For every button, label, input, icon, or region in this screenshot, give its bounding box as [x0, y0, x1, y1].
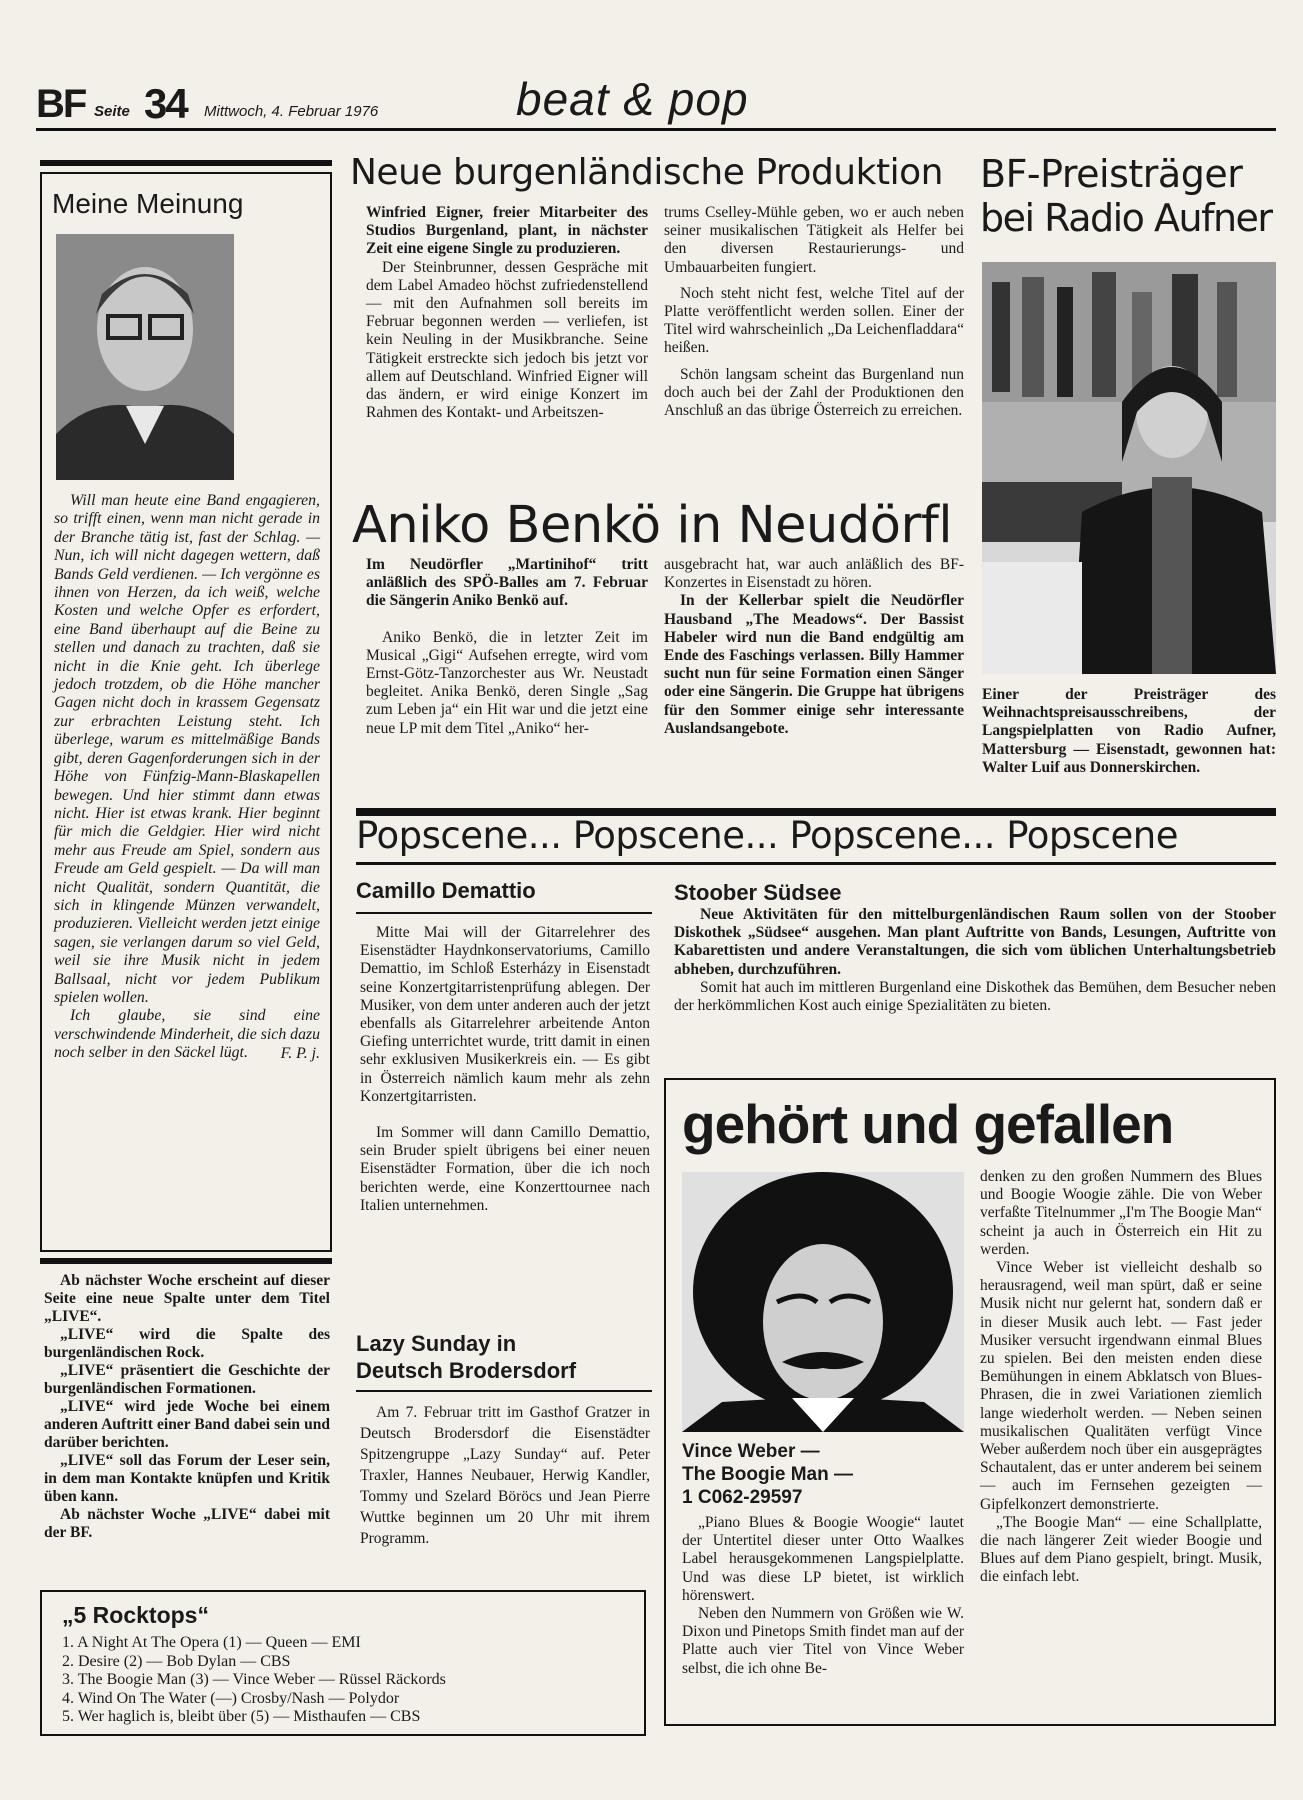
live-paragraph: „LIVE“ wird jede Woche bei einem anderen Auftritt einer Band dabei sein und darüber berichten. [44, 1398, 330, 1451]
issue-date: Mittwoch, 4. Februar 1976 [204, 103, 379, 120]
lazy-paragraph: Am 7. Februar tritt im Gasthof Gratzer in Deutsch Brodersdorf die Eisenstädter Spitzengruppe „Lazy Sunday“ auf. Peter Traxler, Hannes Neubauer, Herwig Kandler, Tommy und Szelard Böröcs und Jean Pierre Wuttke beginnen um 20 Uhr mit ihrem Programm. [360, 1404, 650, 1547]
section-title: beat & pop [516, 73, 749, 125]
lazy-headline-line1: Lazy Sunday in [356, 1331, 517, 1356]
produktion-col2 [664, 204, 964, 420]
gehoert-col1 [682, 1514, 964, 1678]
stoober-headline: Stoober Südsee [674, 880, 842, 905]
meinung-paragraph-2: Ich glaube, sie sind eine verschwindende Minderheit, die sich dazu noch selber in den Säckel lügt. [54, 1007, 321, 1062]
popscene-bottom-rule [356, 862, 1276, 865]
gehoert-paragraph: „The Boogie Man“ — eine Schallplatte, die nach längerer Zeit wieder Boogie und Blues auf dem Piano gespielt, bringt. Musik, die einfach lebt. [980, 1513, 1262, 1586]
stoober-paragraph: Somit hat auch im mittleren Burgenland eine Diskothek das Bemühen, dem Besucher neben der herkömmlichen Kost auch einige Spezialitäten zu bieten. [674, 978, 1276, 1015]
aniko-col2 [664, 556, 964, 738]
produktion-paragraph: trums Cselley-Mühle geben, wo er auch neben seiner musikalischen Tätigkeit als Helfer bei den diversen Restaurierungs- und Umbauarbeiten fungiert. [664, 204, 964, 276]
live-paragraph: „LIVE“ präsentiert die Geschichte der burgenländischen Formationen. [44, 1362, 330, 1397]
rocktops-list [62, 1634, 642, 1727]
live-paragraph: „LIVE“ wird die Spalte des burgenländischen Rock. [44, 1326, 330, 1361]
popscene-banner: Popscene... Popscene... Popscene... Popscene [356, 814, 1178, 857]
preistraeger-headline [980, 152, 1272, 240]
gehoert-paragraph: Neben den Nummern von Größen wie W. Dixon und Pinetops Smith findet man auf der Platte auch vier Titel von Vince Weber selbst, die ich ohne Be- [682, 1605, 964, 1677]
lazy-rule [356, 1390, 652, 1392]
meinung-author: F. P. j. [280, 1044, 320, 1062]
logo: BF [36, 82, 86, 126]
camillo-text [360, 924, 650, 1215]
live-paragraph: „LIVE“ soll das Forum der Leser sein, in dem man Kontakte knüpfen und Kritik üben kann. [44, 1452, 330, 1505]
gehoert-caption [682, 1440, 853, 1509]
rocktops-item: 5. Wer haglich is, bleibt über (5) — Misthaufen — CBS [62, 1708, 421, 1725]
live-paragraph: Ab nächster Woche „LIVE“ dabei mit der BF. [44, 1506, 330, 1541]
gehoert-paragraph: denken zu den großen Nummern des Blues und Boogie Woogie zähle. Die von Weber verfaßte Titelnummer „I'm The Boogie Man“ scheint ja auch in Österreich ein Hit zu werden. [980, 1168, 1262, 1258]
produktion-paragraph: Der Steinbrunner, dessen Gespräche mit dem Label Amadeo höchst zufriedenstellend — mit den Aufnahmen soll bereits im Februar begonnen werden — verliefen, ist kein Neuling in der Musikbranche. Seine Tätigkeit erstreckte sich jedoch bis jetzt vor allem auf Deutschland. Winfried Eigner will das ändern, er wird einige Konzert im Rahmen des Kontakt- und Arbeitszen- [366, 258, 648, 422]
gehoert-paragraph: „Piano Blues & Boogie Woogie“ lautet der Untertitel dieser unter Otto Waalkes Label herausgekommenen Langspielplatte. Und was diese LP bietet, ist wirklich hörenswert. [682, 1514, 964, 1604]
stoober-lead: Neue Aktivitäten für den mittelburgenländischen Raum sollen von der Stoober Diskothek „Südsee“ ausgehen. Man plant Auftritte von Bands, Lesungen, Auftritte von Kabarettisten und andere Veranstaltungen, die sich vom üblichen Unterhaltungsbetrieb abheben, durchzuführen. [674, 906, 1276, 978]
rocktops-item: 1. A Night At The Opera (1) — Queen — EMI [62, 1634, 361, 1651]
produktion-headline: Neue burgenländische Produktion [350, 152, 943, 193]
seite-label: Seite [94, 103, 130, 120]
meinung-paragraph: Will man heute eine Band engagieren, so trifft einen, wenn man nicht gerade in der Branche tätig ist, fast der Schlag. — Nun, ich will nicht dagegen wettern, daß Bands Geld verdienen. — Ich vergönne es ihnen von Herzen, da ich weiß, welche Kosten und welche Opfer es erfordert, eine Band überhaupt auf die Beine zu stellen und danach zu trachten, daß sie nicht in die Knie geht. Ich überlege jedoch trotzdem, ob die Höhe mancher Gagen nicht doch in krassem Gegensatz zur erbrachten Leistung steht. Ich überlege, warum es mittelmäßige Bands gibt, deren Gagenforderungen sich in der Höhe von Fünfzig-Mann-Blaskapellen bewegen. Und hier stimmt dann etwas nicht. Hier ist etwas krank. Hier beginnt für mich die Geldgier. Hier wird nicht mehr aus Freude am Spiel, sondern aus Freude am Geld gespielt. — Da will man nicht Qualität, sondern Quantität, die sich in klingende Münzen verwandelt, produzieren. Vielleicht werden jetzt einige sagen, sie verlangen darum so viel Geld, weil sie ihre Musik nicht in jedem Ballsaal, nicht vor jedem Publikum spielen wollen. [54, 492, 320, 1006]
camillo-headline: Camillo Demattio [356, 878, 536, 903]
live-top-rule [40, 1258, 332, 1264]
record-shop-photo-icon [982, 262, 1276, 674]
page-number: 34 [144, 80, 187, 127]
rocktops-title: „5 Rocktops“ [62, 1602, 209, 1628]
gehoert-col2 [980, 1168, 1262, 1587]
preistraeger-caption: Einer der Preisträger des Weihnachtspreisausschreibens, der Langspielplatten von Radio Aufner, Mattersburg — Eisenstadt, gewonnen hat: Walter Luif aus Donnerskirchen. [982, 686, 1276, 776]
lazy-headline [356, 1330, 576, 1384]
gehoert-box [664, 1078, 1276, 1726]
gehoert-paragraph: Vince Weber ist vielleicht deshalb so herausragend, weil man spürt, daß er seine Musik nicht nur gelernt hat, sondern daß er in dieser Musik auch lebt. — Fast jeder Musiker versucht irgendwann einmal Blues zu spielen. Bei den meisten enden diese Bemühungen in einem Abklatsch von Blues-Phrasen, die in zwei Variationen ziemlich lange wiederholt werden. — Neben seinen musikalischen Qualitäten verfügt Vince Weber außerdem noch über ein ausgeprägtes Schautalent, das er unter anderem bei seinem — auch im Fernsehen gezeigten — Gipfelkonzert demonstrierte. [980, 1259, 1262, 1513]
aniko-lead: Im Neudörfler „Martinihof“ tritt anläßlich des SPÖ-Balles am 7. Februar die Sängerin Aniko Benkö auf. [366, 556, 648, 610]
musician-portrait-photo-icon [682, 1172, 964, 1432]
produktion-paragraph: Noch steht nicht fest, welche Titel auf der Platte veröffentlicht werden sollen. Einer der Titel wird wahrscheinlich „Da Leichenfladdara“ heißen. [664, 284, 964, 357]
lazy-headline-line2: Deutsch Brodersdorf [356, 1358, 577, 1383]
page-header [36, 72, 1276, 132]
live-notice [44, 1272, 330, 1542]
meinung-box [40, 172, 332, 1252]
meinung-text [54, 492, 320, 1063]
portrait-photo-icon [56, 234, 234, 480]
meinung-title: Meine Meinung [52, 188, 244, 219]
rocktops-item: 2. Desire (2) — Bob Dylan — CBS [62, 1652, 291, 1670]
stoober-text [674, 906, 1276, 1015]
produktion-lead: Winfried Eigner, freier Mitarbeiter des Studios Burgenland, plant, in nächster Zeit eine eigene Single zu produzieren. [366, 204, 648, 258]
aniko-col1 [366, 556, 648, 738]
aniko-paragraph: ausgebracht hat, war auch anläßlich des BF-Konzertes in Eisenstadt zu hören. [664, 556, 964, 592]
rocktops-item: 3. The Boogie Man (3) — Vince Weber — Rüssel Räckords [62, 1671, 446, 1688]
preistraeger-headline-line2: bei Radio Aufner [980, 196, 1272, 240]
header-rule [36, 128, 1276, 131]
gehoert-headline: gehört und gefallen [682, 1093, 1174, 1155]
gehoert-caption-line3: 1 C062-29597 [682, 1487, 803, 1508]
meinung-top-rule [40, 160, 332, 166]
aniko-paragraph: In der Kellerbar spielt die Neudörfler Hausband „The Meadows“. Der Bassist Habeler wird nun die Band endgültig am Ende des Faschings verlassen. Billy Hammer sucht nun für seine Formation einen Sänger oder eine Sängerin. Die Gruppe hat übrigens für den Sommer einige sehr interessante Auslandsangebote. [664, 592, 964, 737]
camillo-rule [356, 912, 652, 914]
camillo-paragraph: Im Sommer will dann Camillo Demattio, sein Bruder spielt übrigens bei einer neuen Eisenstädter Formation, über die ich noch berichten werde, eine Konzerttournee nach Italien unternehmen. [360, 1124, 650, 1214]
aniko-headline: Aniko Benkö in Neudörfl [352, 496, 953, 555]
rocktops-item: 4. Wind On The Water (—) Crosby/Nash — Polydor [62, 1689, 400, 1707]
camillo-paragraph: Mitte Mai will der Gitarrelehrer des Eisenstädter Haydnkonservatoriums, Camillo Demattio, im Schloß Esterházy in Eisenstadt seine Konzertgitarristenprüfung ablegen. Der Musiker, von dem unter anderen auch der jetzt ebenfalls als Gitarrelehrer arbeitende Anton Giefing unterrichtet wurde, tritt damit in einen sehr exklusiven Musikerkreis ein. — Es gibt in Österreich nämlich kaum mehr als zehn Konzertgitarristen. [360, 924, 650, 1105]
lazy-text [360, 1402, 650, 1549]
produktion-paragraph: Schön langsam scheint das Burgenland nun doch auch bei der Zahl der Produktionen den Anschluß an das übrige Österreich zu erreichen. [664, 365, 964, 420]
aniko-paragraph: Aniko Benkö, die in letzter Zeit im Musical „Gigi“ Aufsehen erregte, wird vom Ernst-Götz-Tanzorchester aus Wr. Neustadt begleitet. Anika Benkö, deren Single „Sag zum Leben ja“ ein Hit war und die jetzt eine neue LP mit dem Titel „Aniko“ her- [366, 628, 648, 737]
live-paragraph: Ab nächster Woche erscheint auf dieser Seite eine neue Spalte unter dem Titel „LIVE“. [44, 1272, 330, 1325]
gehoert-caption-line2: The Boogie Man — [682, 1464, 853, 1485]
gehoert-caption-line1: Vince Weber — [682, 1441, 820, 1462]
rocktops-box [40, 1590, 646, 1736]
preistraeger-headline-line1: BF-Preisträger [980, 152, 1243, 196]
produktion-col1 [366, 204, 648, 422]
